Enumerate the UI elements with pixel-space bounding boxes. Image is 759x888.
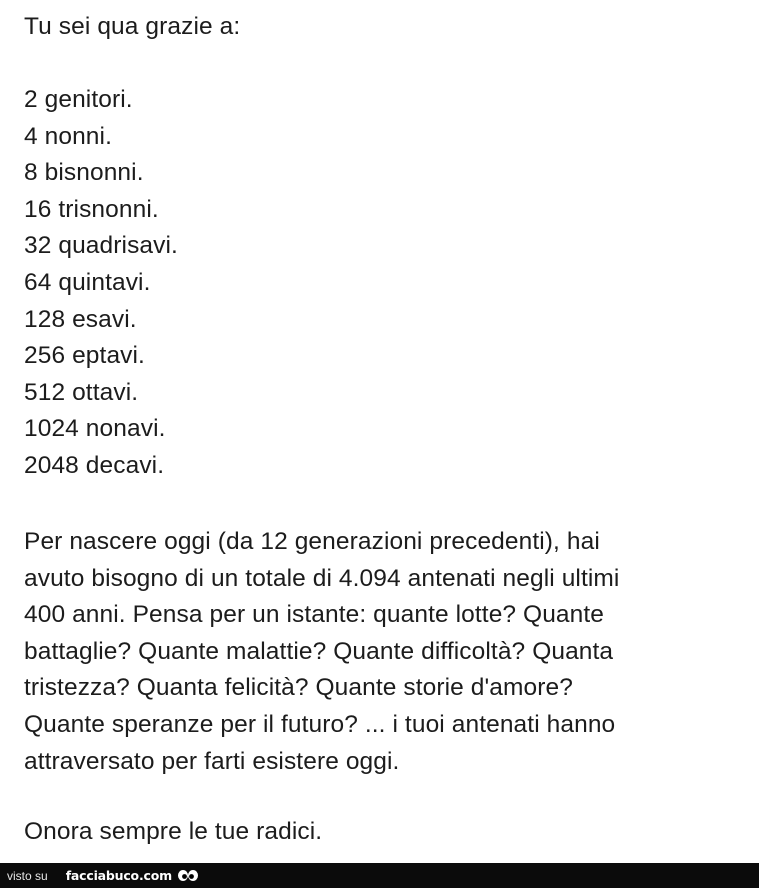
main-paragraph — [24, 524, 619, 780]
ancestor-item: 256 eptavi. — [24, 342, 145, 370]
paragraph-line: attraversato per farti esistere oggi. — [24, 747, 400, 775]
ancestor-item: 32 quadrisavi. — [24, 232, 178, 260]
ancestor-item: 1024 nonavi. — [24, 415, 166, 443]
ancestor-item: 512 ottavi. — [24, 378, 139, 406]
ancestor-item: 2048 decavi. — [24, 451, 165, 479]
paragraph-line: 400 anni. Pensa per un istante: quante lotte? Quante — [24, 601, 605, 629]
watermark-prefix: visto su — [7, 868, 48, 883]
paragraph-line: Quante speranze per il futuro? ... i tuoi antenati hanno — [24, 710, 616, 738]
ancestor-item: 16 trisnonni. — [24, 195, 159, 223]
paragraph-line: battaglie? Quante malattie? Quante difficoltà? Quanta — [24, 637, 614, 665]
ancestor-item: 8 bisnonni. — [24, 159, 144, 187]
ancestor-list — [24, 82, 178, 485]
ancestor-item: 4 nonni. — [24, 122, 112, 150]
ancestor-item: 2 genitori. — [24, 86, 133, 113]
ancestor-item: 128 esavi. — [24, 305, 137, 333]
eyes-logo-icon — [177, 869, 199, 883]
ancestor-item: 64 quintavi. — [24, 268, 151, 296]
closing-text: Onora sempre le tue radici. — [24, 818, 323, 845]
paragraph-line: tristezza? Quanta felicità? Quante storie d'amore? — [24, 674, 573, 702]
watermark-bar — [0, 863, 759, 888]
intro-text: Tu sei qua grazie a: — [24, 13, 241, 40]
paragraph-line: Per nascere oggi (da 12 generazioni precedenti), hai — [24, 528, 600, 555]
paragraph-line: avuto bisogno di un totale di 4.094 antenati negli ultimi — [24, 564, 620, 592]
watermark-brand[interactable]: facciabuco.com — [65, 868, 172, 883]
